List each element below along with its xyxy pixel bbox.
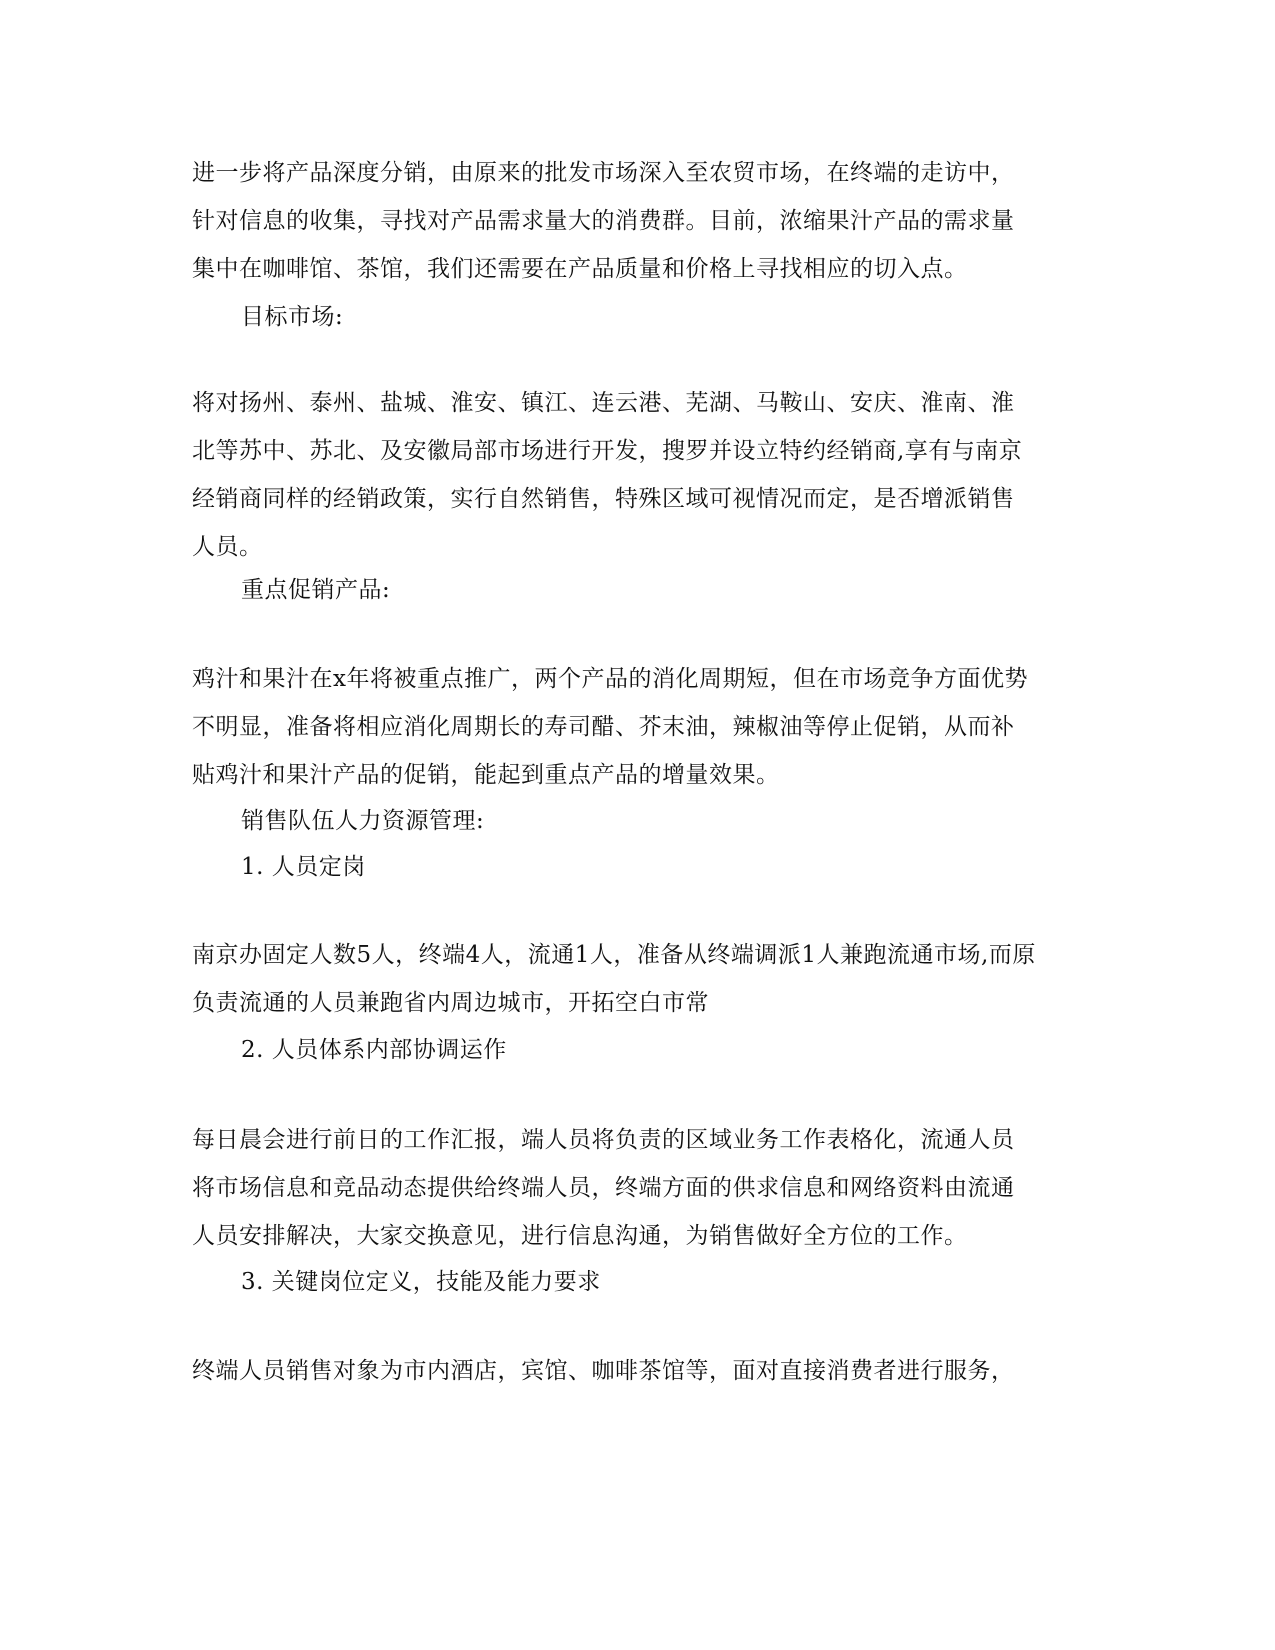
text-line: 北等苏中、苏北、及安徽局部市场进行开发，搜罗并设立特约经销商,享有与南京 bbox=[192, 438, 1023, 464]
text-line: 南京办固定人数5人，终端4人，流通1人，准备从终端调派1人兼跑流通市场,而原 bbox=[192, 942, 1036, 968]
text-line: 集中在咖啡馆、茶馆，我们还需要在产品质量和价格上寻找相应的切入点。 bbox=[192, 256, 968, 282]
heading-target-market: 目标市场: bbox=[241, 304, 344, 330]
paragraph-coordination bbox=[192, 1116, 1082, 1260]
paragraph-key-positions bbox=[192, 1347, 1082, 1395]
text-line: 进一步将产品深度分销，由原来的批发市场深入至农贸市场，在终端的走访中， bbox=[192, 160, 1015, 186]
paragraph-key-products bbox=[192, 655, 1082, 799]
text-line: 终端人员销售对象为市内酒店，宾馆、咖啡茶馆等，面对直接消费者进行服务， bbox=[192, 1358, 1015, 1384]
heading-key-products: 重点促销产品: bbox=[241, 577, 391, 603]
text-line: 负责流通的人员兼跑省内周边城市，开拓空白市常 bbox=[192, 990, 709, 1016]
heading-staffing: 1. 人员定岗 bbox=[241, 854, 366, 880]
paragraph-target-market bbox=[192, 379, 1082, 571]
text-line: 经销商同样的经销政策，实行自然销售，特殊区域可视情况而定，是否增派销售 bbox=[192, 486, 1015, 512]
text-line: 针对信息的收集，寻找对产品需求量大的消费群。目前，浓缩果汁产品的需求量 bbox=[192, 208, 1015, 234]
text-line: 人员安排解决，大家交换意见，进行信息沟通，为销售做好全方位的工作。 bbox=[192, 1223, 968, 1249]
text-line: 鸡汁和果汁在x年将被重点推广，两个产品的消化周期短，但在市场竞争方面优势 bbox=[192, 666, 1028, 692]
heading-coordination: 2. 人员体系内部协调运作 bbox=[241, 1037, 507, 1063]
text-line: 不明显，准备将相应消化周期长的寿司醋、芥末油，辣椒油等停止促销，从而补 bbox=[192, 714, 1015, 740]
paragraph-staffing bbox=[192, 931, 1082, 1027]
text-line: 人员。 bbox=[192, 534, 263, 560]
text-line: 将对扬州、泰州、盐城、淮安、镇江、连云港、芜湖、马鞍山、安庆、淮南、淮 bbox=[192, 390, 1015, 416]
heading-hr-management: 销售队伍人力资源管理: bbox=[241, 808, 485, 834]
paragraph-distribution bbox=[192, 149, 1082, 293]
heading-key-positions: 3. 关键岗位定义，技能及能力要求 bbox=[241, 1269, 601, 1295]
text-line: 将市场信息和竞品动态提供给终端人员，终端方面的供求信息和网络资料由流通 bbox=[192, 1175, 1015, 1201]
text-line: 每日晨会进行前日的工作汇报，端人员将负责的区域业务工作表格化，流通人员 bbox=[192, 1127, 1015, 1153]
text-line: 贴鸡汁和果汁产品的促销，能起到重点产品的增量效果。 bbox=[192, 762, 780, 788]
